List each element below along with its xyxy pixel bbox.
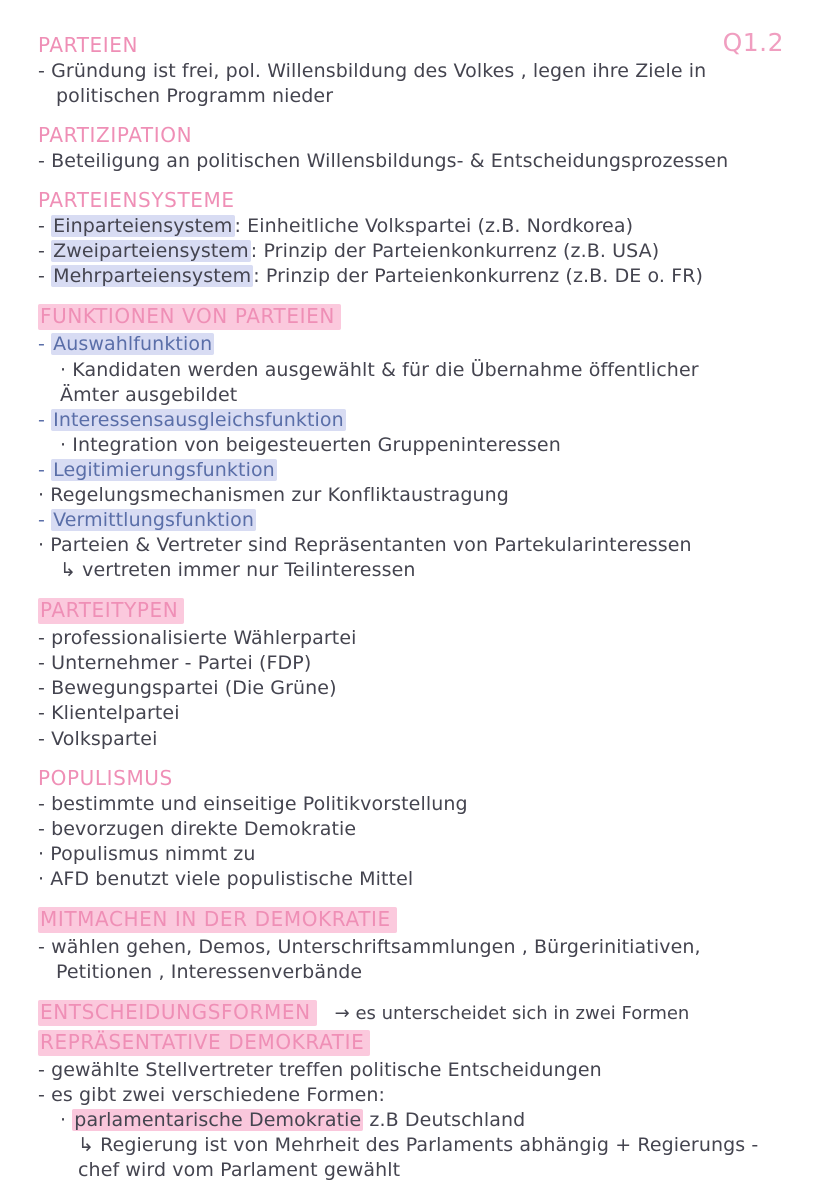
text-line: - Legitimierungsfunktion (38, 458, 275, 481)
text-line: · Parteien & Vertreter sind Repräsentanten von Partekularinteressen (38, 534, 692, 557)
highlighted-term: Zweiparteiensystem (53, 240, 249, 263)
highlighted-term: Vermittlungsfunktion (53, 509, 254, 532)
text-line: · Integration von beigesteuerten Gruppeninteressen (60, 433, 561, 456)
text-line: chef wird vom Parlament gewählt (78, 1159, 401, 1182)
highlighted-term: Mehrparteiensystem (53, 265, 252, 288)
text-line: - Auswahlfunktion (38, 333, 213, 356)
text-line: - Vermittlungsfunktion (38, 509, 254, 532)
section-funktionen (38, 304, 788, 583)
entscheidungsformen-note: → es unterscheidet sich in zwei Formen (334, 1003, 690, 1025)
highlighted-term: parlamentarische Demokratie (74, 1109, 362, 1132)
highlighted-term: Einparteiensystem (53, 215, 233, 238)
entscheidungsformen-header (38, 1000, 788, 1028)
text-line: - Gründung ist frei, pol. Willensbildung des Volkes , legen ihre Ziele in (38, 60, 707, 82)
page-code: Q1.2 (722, 28, 784, 57)
section-title-entscheidungsformen: ENTSCHEIDUNGSFORMEN (38, 1000, 317, 1026)
text-line: - Einparteiensystem : Einheitliche Volkspartei (z.B. Nordkorea) (38, 215, 634, 238)
section-populismus (38, 767, 788, 892)
text-line: - bestimmte und einseitige Politikvorstellung (38, 792, 468, 815)
text-line: - Zweiparteiensystem : Prinzip der Parteienkonkurrenz (z.B. USA) (38, 240, 660, 263)
text-line: - Interessensausgleichsfunktion (38, 408, 344, 431)
section-subtitle-repraesentative-demokratie: REPRÄSENTATIVE DEMOKRATIE (38, 1030, 370, 1056)
text-line: - gewählte Stellvertreter treffen politische Entscheidungen (38, 1059, 602, 1082)
text-line: · Populismus nimmt zu (38, 842, 256, 865)
section-entscheidungsformen (38, 1000, 788, 1183)
section-mitmachen (38, 907, 788, 985)
section-title-funktionen: FUNKTIONEN VON PARTEIEN (38, 304, 341, 330)
highlighted-term: Legitimierungsfunktion (53, 458, 275, 481)
section-title-mitmachen: MITMACHEN IN DER DEMOKRATIE (38, 907, 397, 933)
text-line: - wählen gehen, Demos, Unterschriftsammlungen , Bürgerinitiativen, (38, 935, 701, 958)
section-title-populismus: POPULISMUS (38, 765, 173, 790)
text-line: ↳ vertreten immer nur Teilinteressen (60, 559, 416, 582)
text-line: · AFD benutzt viele populistische Mittel (38, 867, 414, 890)
section-parteitypen (38, 598, 788, 751)
text-line: politischen Programm nieder (56, 85, 334, 108)
text-line: Petitionen , Interessenverbände (56, 961, 363, 984)
section-title-parteitypen: PARTEITYPEN (38, 598, 184, 624)
text-line: - Mehrparteiensystem : Prinzip der Parteienkonkurrenz (z.B. DE o. FR) (38, 265, 704, 288)
section-partizipation (38, 124, 788, 174)
highlighted-term: Interessensausgleichsfunktion (53, 408, 344, 431)
text-line: - es gibt zwei verschiedene Formen: (38, 1084, 386, 1107)
section-parteiensysteme (38, 189, 788, 289)
text-line: · Regelungsmechanismen zur Konfliktaustragung (38, 483, 509, 506)
text-line: ↳ Regierung ist von Mehrheit des Parlaments abhängig + Regierungs - (78, 1134, 759, 1157)
text-line: - Klientelpartei (38, 702, 180, 725)
text-line: - professionalisierte Wählerpartei (38, 627, 357, 650)
section-title-parteien: PARTEIEN (38, 33, 139, 57)
text-line: - Beteiligung an politischen Willensbildungs- & Entscheidungsprozessen (38, 150, 729, 173)
text-line: - Unternehmer - Partei (FDP) (38, 652, 312, 675)
text-line: Ämter ausgebildet (60, 383, 238, 406)
text-line: - Bewegungspartei (Die Grüne) (38, 677, 337, 700)
section-title-partizipation: PARTIZIPATION (38, 123, 193, 148)
section-parteien (38, 34, 788, 109)
text-line: · Kandidaten werden ausgewählt & für die Übernahme öffentlicher (60, 358, 699, 381)
section-title-parteiensysteme: PARTEIENSYSTEME (38, 188, 235, 213)
highlighted-term: Auswahlfunktion (53, 333, 213, 356)
text-line: · parlamentarische Demokratie z.B Deutschland (60, 1109, 526, 1132)
text-line: - Volkspartei (38, 727, 158, 750)
text-line: - bevorzugen direkte Demokratie (38, 817, 357, 840)
